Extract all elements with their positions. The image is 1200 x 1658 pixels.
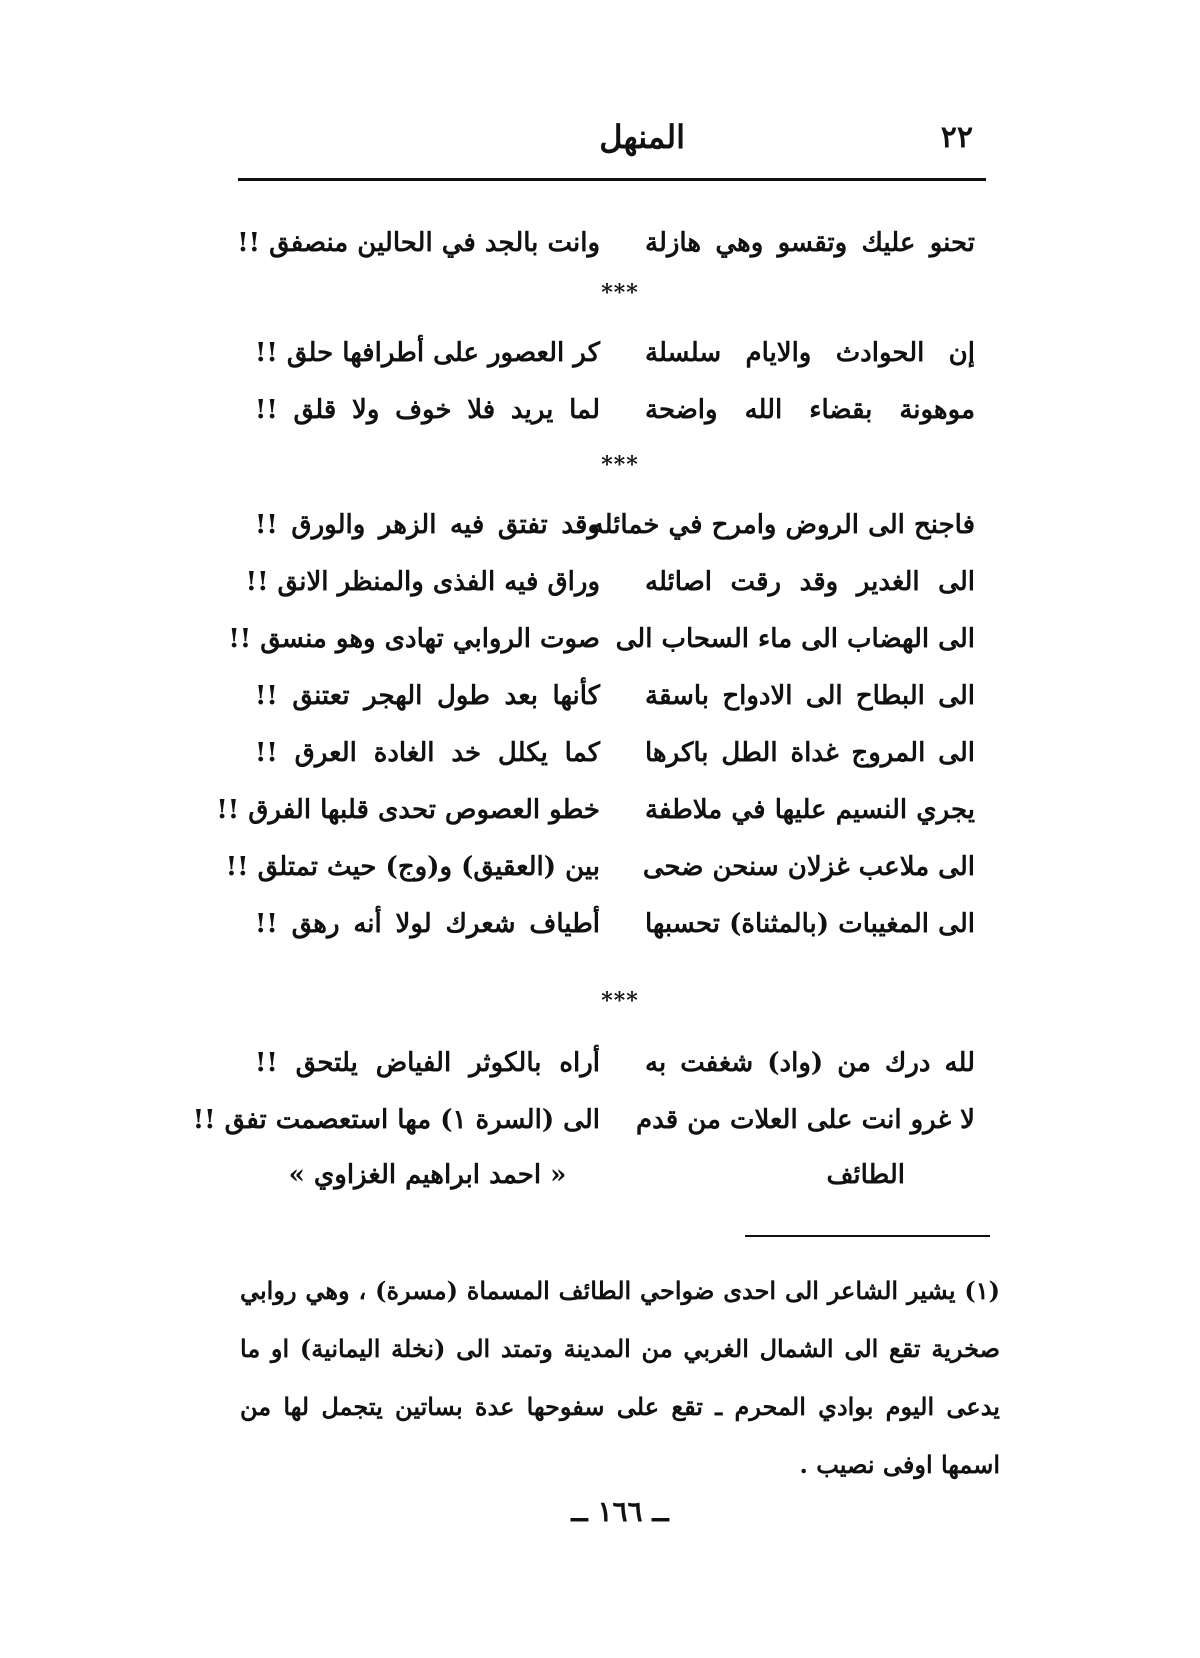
verse-second-hemistich: بين (العقيق) و(وج) حيث تمتلق !! — [225, 852, 600, 882]
stanza-separator: *** — [601, 452, 639, 478]
stanza-separator: *** — [601, 988, 639, 1014]
verse — [225, 839, 975, 896]
verse — [255, 325, 975, 382]
verse-first-hemistich: فاجنح الى الروض وامرح في خمائله — [590, 510, 975, 540]
verse-first-hemistich: الى المروج غداة الطل باكرها — [645, 738, 975, 768]
verse-first-hemistich: لله درك من (واد) شغفت به — [645, 1048, 975, 1078]
verse-second-hemistich: الى (السرة ١) مها استعصمت تفق !! — [192, 1105, 600, 1135]
stanza-1 — [237, 215, 975, 272]
verse-first-hemistich: الى الغدير وقد رقت اصائله — [645, 567, 975, 597]
verse — [245, 554, 975, 611]
verse-first-hemistich: الى المغيبات (بالمثناة) تحسبها — [645, 909, 975, 939]
signature-author: « احمد ابراهيم الغزاوي » — [288, 1160, 567, 1190]
verse-first-hemistich: الى ملاعب غزلان سنحن ضحى — [642, 852, 975, 882]
verse — [237, 215, 975, 272]
verse-second-hemistich: كأنها بعد طول الهجر تعتنق !! — [255, 681, 600, 711]
header-page-number: ٢٢ — [940, 120, 973, 155]
stanza-4 — [192, 1035, 975, 1149]
verse — [228, 611, 975, 668]
verse-second-hemistich: وقد تفتق فيه الزهر والورق !! — [255, 510, 600, 540]
verse-second-hemistich: وانت بالجد في الحالين منصفق !! — [237, 228, 600, 258]
verse — [255, 497, 975, 554]
footnote: (١) يشير الشاعر الى احدى ضواحي الطائف المسماة (مسرة) ، وهي روابي صخرية تقع الى الشمال الغربي من المدينة وتمتد الى (نخلة اليمانية) او ما يدعى اليوم بوادي المحرم ـ تقع على سفوحها عدة بساتين يتجمل لها من اسمها اوفى نصيب . — [240, 1276, 1000, 1479]
stanza-separator: *** — [601, 280, 639, 306]
verse-first-hemistich: الى البطاح الى الادواح باسقة — [645, 681, 975, 711]
signature-place: الطائف — [826, 1160, 905, 1190]
verse-second-hemistich: خطو العصوص تحدى قلبها الفرق !! — [216, 795, 600, 825]
page-footer-number: ــ ١٦٦ ــ — [571, 1495, 669, 1528]
footnote-rule — [745, 1235, 990, 1237]
verse-second-hemistich: كر العصور على أطرافها حلق !! — [254, 338, 600, 368]
poem-signature — [255, 1160, 975, 1210]
stanza-2 — [255, 325, 975, 439]
verse-first-hemistich: إن الحوادث والايام سلسلة — [645, 338, 975, 368]
verse — [192, 1092, 975, 1149]
verse — [255, 725, 975, 782]
verse — [216, 782, 975, 839]
verse-first-hemistich: الى الهضاب الى ماء السحاب الى — [615, 624, 975, 654]
header-rule — [238, 178, 986, 181]
verse — [255, 668, 975, 725]
verse-second-hemistich: كما يكلل خد الغادة العرق !! — [255, 738, 600, 768]
page-header — [240, 118, 985, 168]
verse-first-hemistich: لا غرو انت على العلات من قدم — [636, 1105, 975, 1135]
verse-first-hemistich: يجري النسيم عليها في ملاطفة — [645, 795, 975, 825]
verse-first-hemistich: موهونة بقضاء الله واضحة — [645, 395, 975, 425]
verse-second-hemistich: صوت الروابي تهادى وهو منسق !! — [228, 624, 600, 654]
verse — [255, 1035, 975, 1092]
verse — [255, 382, 975, 439]
verse — [255, 896, 975, 953]
verse-second-hemistich: أطياف شعرك لولا أنه رهق !! — [255, 909, 600, 939]
journal-title: المنهل — [599, 118, 685, 156]
verse-second-hemistich: وراق فيه الفذى والمنظر الانق !! — [245, 567, 600, 597]
verse-second-hemistich: أراه بالكوثر الفياض يلتحق !! — [255, 1048, 600, 1078]
stanza-3 — [216, 497, 975, 953]
verse-first-hemistich: تحنو عليك وتقسو وهي هازلة — [645, 228, 975, 258]
verse-second-hemistich: لما يريد فلا خوف ولا قلق !! — [255, 395, 600, 425]
